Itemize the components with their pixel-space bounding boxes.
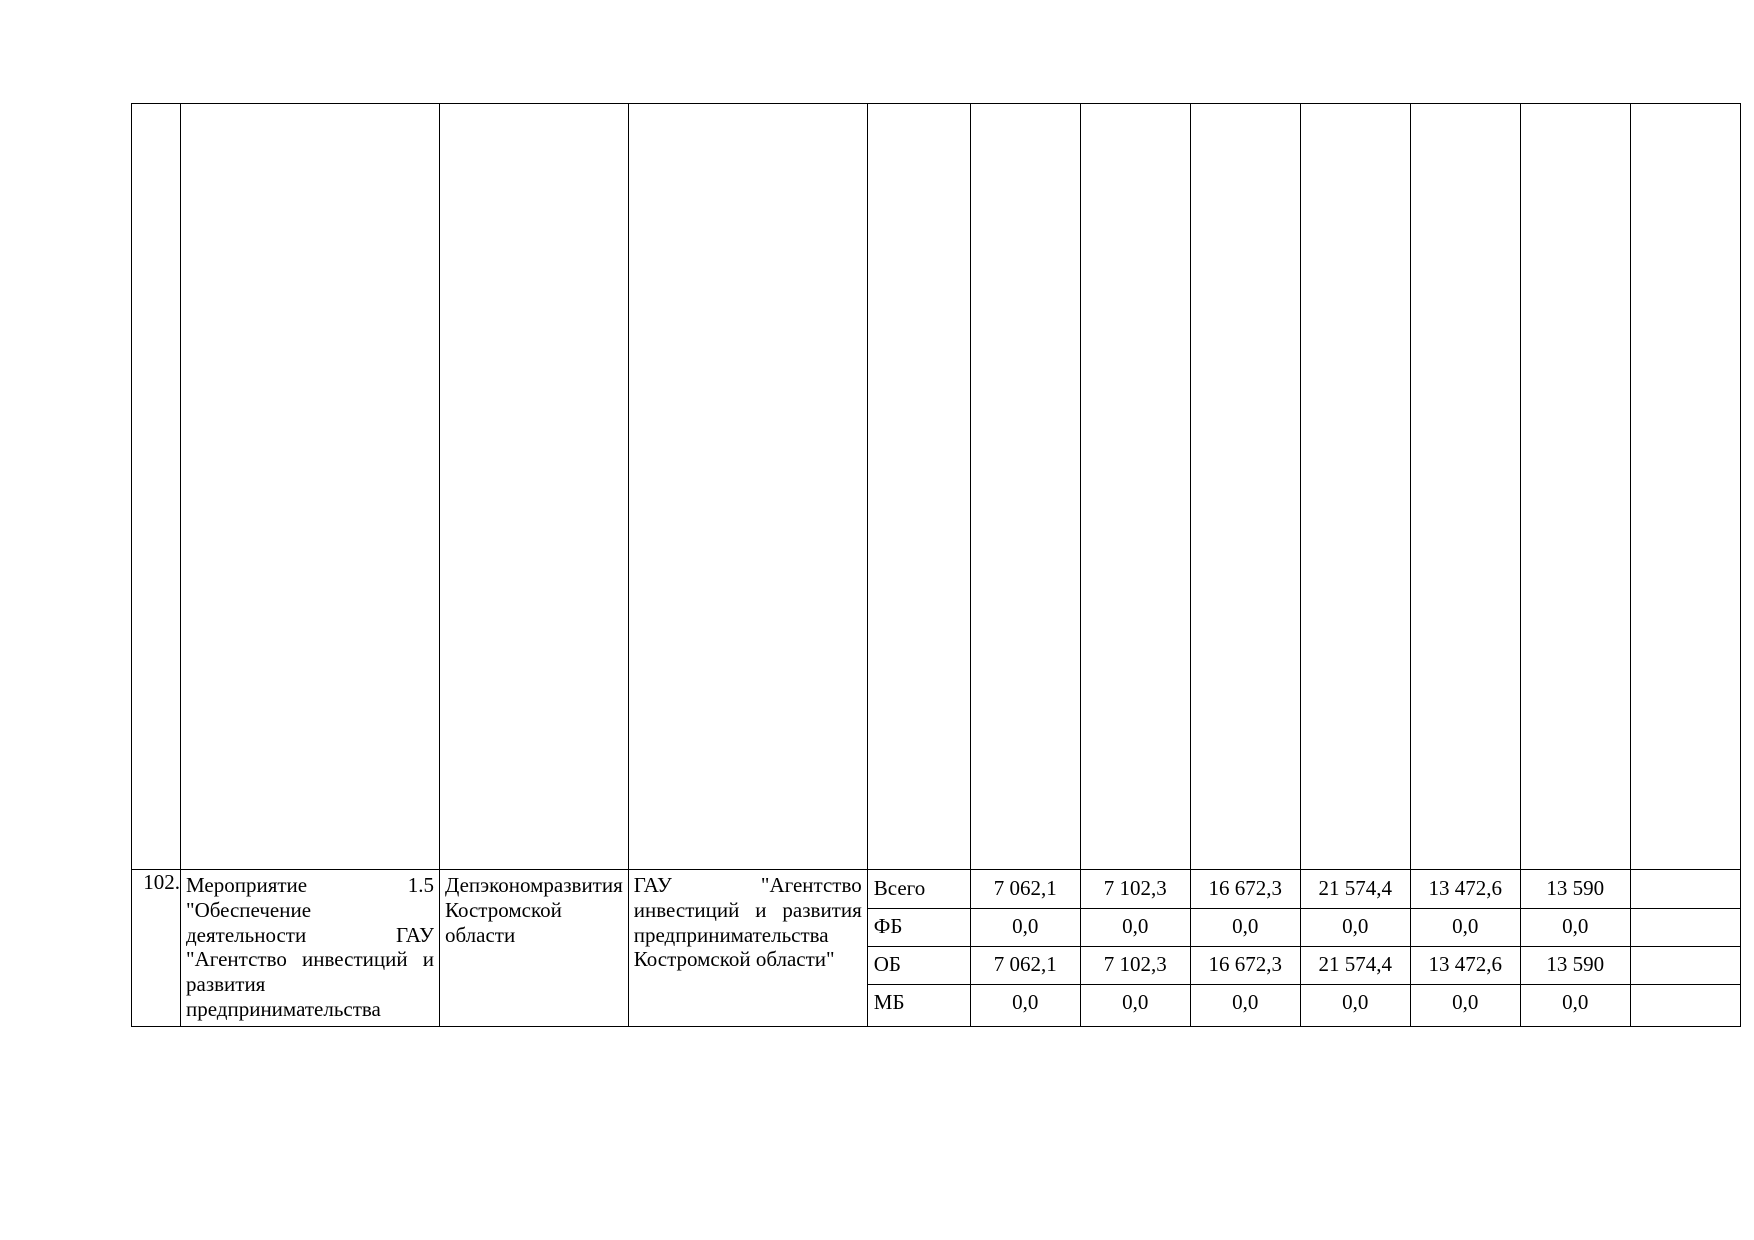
funding-source-cell [867,870,970,1027]
empty-cell-year-7 [1630,104,1740,870]
participant-text: ГАУ "Агентство инвестиций и развития предпринимательства Костромской области" [633,873,862,972]
funding-source-list [868,870,970,1022]
empty-cell-name [181,104,440,870]
amount-value: 7 102,3 [1081,946,1190,984]
year-3-values [1191,870,1300,1022]
amount-value: 7 062,1 [971,870,1080,908]
empty-cell-number [132,104,181,870]
year-1-cell [970,870,1080,1027]
amount-value: 21 574,4 [1301,946,1410,984]
amount-value: 0,0 [1081,908,1190,946]
list-item [1081,946,1190,984]
list-item [868,946,970,984]
list-item [971,908,1080,946]
list-item [1301,870,1410,908]
list-item [1411,946,1520,984]
amount-value: 0,0 [1301,908,1410,946]
list-item [1521,946,1630,984]
empty-cell-year-4 [1300,104,1410,870]
amount-value: 0,0 [1301,984,1410,1022]
list-item [1191,908,1300,946]
list-item [971,984,1080,1022]
list-item [1301,908,1410,946]
amount-value: 0,0 [1191,984,1300,1022]
funding-source-label: Всего [868,870,970,908]
list-item [1631,870,1740,908]
list-item [1081,908,1190,946]
year-1-values [971,870,1080,1022]
list-item [971,946,1080,984]
amount-value: 13 590 [1521,946,1630,984]
amount-value: 0,0 [971,984,1080,1022]
empty-cell-year-6 [1520,104,1630,870]
amount-value: 0,0 [1521,908,1630,946]
year-6-cell [1520,870,1630,1027]
amount-value: 0,0 [1191,908,1300,946]
list-item [971,870,1080,908]
list-item [1631,984,1740,1022]
list-item [1191,984,1300,1022]
amount-value: 0,0 [1411,984,1520,1022]
year-5-values [1411,870,1520,1022]
list-item [1521,908,1630,946]
list-item [1191,870,1300,908]
year-4-values [1301,870,1410,1022]
list-item [868,870,970,908]
empty-cell-year-1 [970,104,1080,870]
list-item [1301,946,1410,984]
empty-cell-year-3 [1190,104,1300,870]
funding-source-label: МБ [868,984,970,1022]
year-2-cell [1080,870,1190,1027]
table-row [132,870,1741,1027]
year-5-cell [1410,870,1520,1027]
empty-cell-executor [440,104,629,870]
list-item [1081,984,1190,1022]
amount-value: 21 574,4 [1301,870,1410,908]
amount-value [1631,946,1740,984]
list-item [1631,946,1740,984]
list-item [1631,908,1740,946]
list-item [1411,984,1520,1022]
empty-cell-year-5 [1410,104,1520,870]
year-6-values [1521,870,1630,1022]
amount-value [1631,984,1740,1022]
list-item [868,984,970,1022]
list-item [1411,870,1520,908]
measure-name-text: Мероприятие 1.5 "Обеспечение деятельности ГАУ "Агентство инвестиций и развития предпринимательства [186,873,434,1021]
amount-value: 13 472,6 [1411,870,1520,908]
funding-source-label: ОБ [868,946,970,984]
measure-name-cell [181,870,440,1027]
year-7-values [1631,870,1740,1022]
list-item [1081,870,1190,908]
amount-value: 16 672,3 [1191,946,1300,984]
amount-value: 7 062,1 [971,946,1080,984]
participant-cell [628,870,867,1027]
year-7-cell [1630,870,1740,1027]
list-item [1521,984,1630,1022]
executor-text: Депэкономразвития Костромской области [445,873,623,947]
list-item [1191,946,1300,984]
amount-value: 13 472,6 [1411,946,1520,984]
amount-value: 7 102,3 [1081,870,1190,908]
list-item [1301,984,1410,1022]
list-item [868,908,970,946]
amount-value: 13 590 [1521,870,1630,908]
amount-value: 0,0 [1411,908,1520,946]
amount-value: 16 672,3 [1191,870,1300,908]
amount-value: 0,0 [1521,984,1630,1022]
amount-value [1631,908,1740,946]
empty-cell-source [867,104,970,870]
executor-cell [440,870,629,1027]
empty-cell-participant [628,104,867,870]
funding-source-label: ФБ [868,908,970,946]
year-3-cell [1190,870,1300,1027]
budget-table [131,103,1741,1027]
amount-value [1631,870,1740,908]
year-2-values [1081,870,1190,1022]
list-item [1521,870,1630,908]
table-row-empty [132,104,1741,870]
amount-value: 0,0 [971,908,1080,946]
list-item [1411,908,1520,946]
empty-cell-year-2 [1080,104,1190,870]
amount-value: 0,0 [1081,984,1190,1022]
year-4-cell [1300,870,1410,1027]
row-number-cell: 102. [132,870,181,1027]
